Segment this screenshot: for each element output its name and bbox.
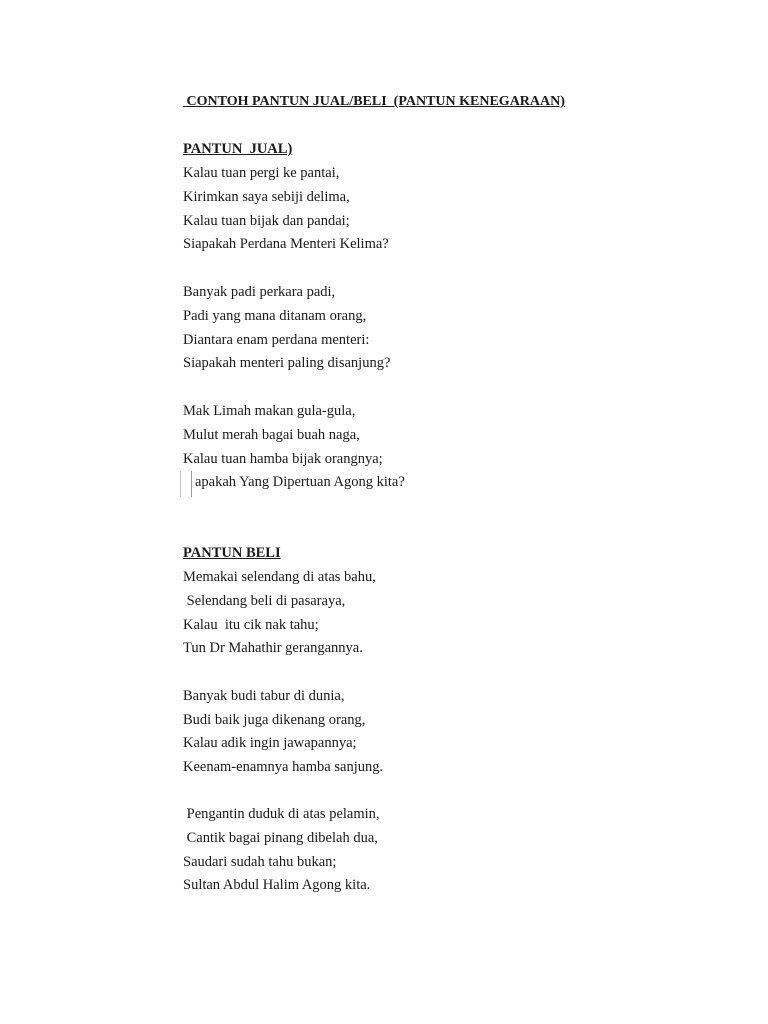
poem-line: Kalau tuan bijak dan pandai;	[183, 213, 350, 229]
poem-line: Memakai selendang di atas bahu,	[183, 569, 376, 585]
poem-line: Kalau tuan hamba bijak orangnya;	[183, 451, 383, 467]
poem-line: Saudari sudah tahu bukan;	[183, 854, 337, 870]
poem-line: Keenam-enamnya hamba sanjung.	[183, 759, 384, 775]
poem-line: Kalau adik ingin jawapannya;	[183, 735, 357, 751]
poem-line: Sultan Abdul Halim Agong kita.	[183, 877, 371, 893]
cursor-bar-left	[180, 471, 181, 497]
poem-line: Tun Dr Mahathir gerangannya.	[183, 640, 363, 656]
text-cursor-marker	[180, 471, 192, 497]
poem-line: Mulut merah bagai buah naga,	[183, 427, 360, 443]
poem-line: Diantara enam perdana menteri:	[183, 332, 370, 348]
poem-line: Kalau tuan pergi ke pantai,	[183, 165, 340, 181]
poem-line: Cantik bagai pinang dibelah dua,	[183, 830, 378, 846]
poem-line: Banyak padi perkara padi,	[183, 284, 336, 300]
poem-line: Mak Limah makan gula-gula,	[183, 403, 356, 419]
poem-line: Pengantin duduk di atas pelamin,	[183, 806, 380, 822]
poem-line: Siapakah Perdana Menteri Kelima?	[183, 236, 389, 252]
poem-line: apakah Yang Dipertuan Agong kita?	[195, 474, 405, 490]
poem-line: Kirimkan saya sebiji delima,	[183, 189, 350, 205]
section-heading-pantun-beli: PANTUN BELI	[183, 545, 281, 561]
poem-line: Kalau itu cik nak tahu;	[183, 617, 319, 633]
poem-line: Padi yang mana ditanam orang,	[183, 308, 367, 324]
section-heading-pantun-jual: PANTUN JUAL)	[183, 141, 293, 157]
poem-line: Siapakah menteri paling disanjung?	[183, 355, 391, 371]
poem-line: Budi baik juga dikenang orang,	[183, 712, 366, 728]
cursor-bar-right	[191, 471, 192, 497]
poem-line: Selendang beli di pasaraya,	[183, 593, 346, 609]
poem-line: Banyak budi tabur di dunia,	[183, 688, 345, 704]
document-title: CONTOH PANTUN JUAL/BELI (PANTUN KENEGARAAN)	[183, 94, 565, 109]
